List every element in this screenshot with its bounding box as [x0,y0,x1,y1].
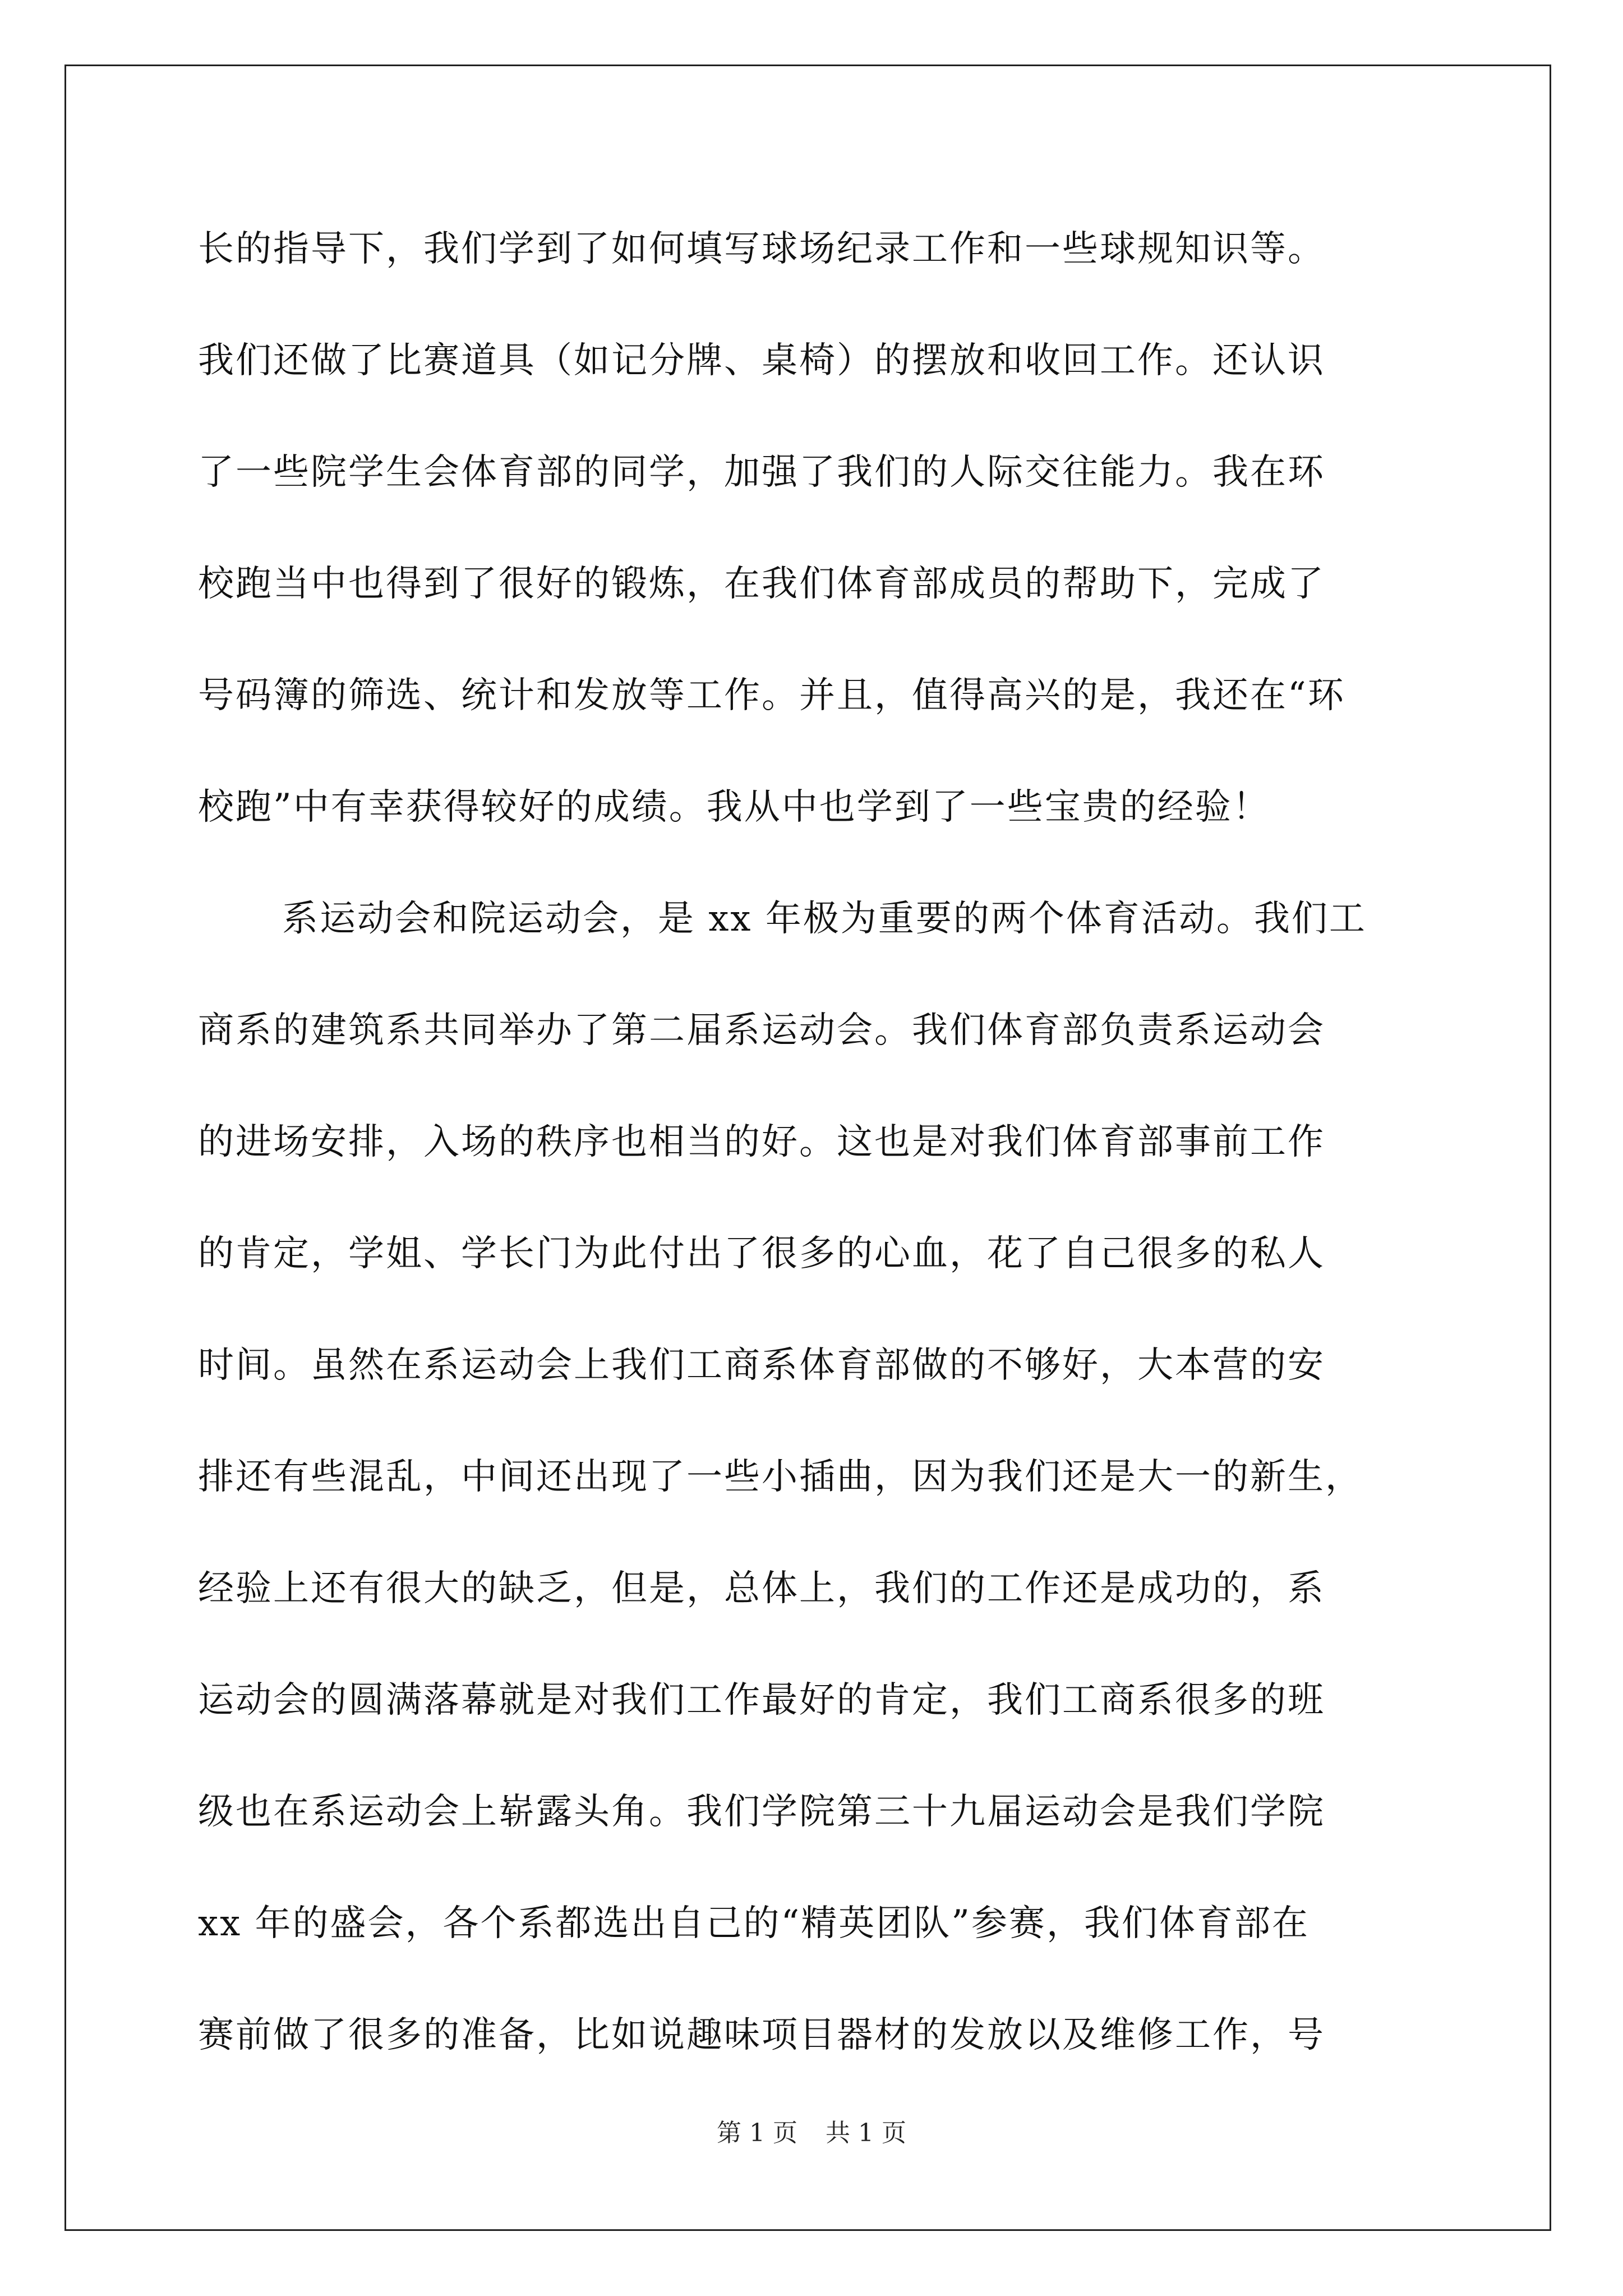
text-line: 时间。虽然在系运动会上我们工商系体育部做的不够好，大本营的安 [198,1345,1325,1386]
text-line: 商系的建筑系共同举办了第二届系运动会。我们体育部负责系运动会 [198,1010,1325,1051]
page-footer [0,2116,1623,2150]
text-line: 级也在系运动会上崭露头角。我们学院第三十九届运动会是我们学院 [198,1791,1325,1833]
text-line: xx 年的盛会，各个系都选出自己的“精英团队”参赛，我们体育部在 [198,1903,1310,1944]
text-line: 长的指导下，我们学到了如何填写球场纪录工作和一些球规知识等。 [198,228,1325,270]
text-line: 经验上还有很大的缺乏，但是，总体上，我们的工作还是成功的，系 [198,1568,1325,1609]
text-line: 运动会的圆满落幕就是对我们工作最好的肯定，我们工商系很多的班 [198,1680,1325,1721]
paragraph-start-line: 系运动会和院运动会，是 xx 年极为重要的两个体育活动。我们工 [282,898,1367,940]
text-line: 了一些院学生会体育部的同学，加强了我们的人际交往能力。我在环 [198,452,1325,493]
page-number: 第 1 页 [717,2119,797,2147]
text-line: 号码簿的筛选、统计和发放等工作。并且，值得高兴的是，我还在“环 [198,675,1345,716]
text-line: 的肯定，学姐、学长门为此付出了很多的心血，花了自己很多的私人 [198,1233,1325,1274]
text-line: 赛前做了很多的准备，比如说趣味项目器材的发放以及维修工作，号 [198,2014,1325,2056]
text-line: 校跑当中也得到了很好的锻炼，在我们体育部成员的帮助下，完成了 [198,563,1325,605]
page-total: 共 1 页 [826,2119,906,2147]
text-line: 我们还做了比赛道具（如记分牌、桌椅）的摆放和收回工作。还认识 [198,340,1325,381]
document-body [198,194,1460,2091]
text-line: 的进场安排，入场的秩序也相当的好。这也是对我们体育部事前工作 [198,1121,1325,1163]
text-line: 校跑”中有幸获得较好的成绩。我从中也学到了一些宝贵的经验！ [198,786,1270,828]
text-line: 排还有些混乱，中间还出现了一些小插曲，因为我们还是大一的新生， [198,1456,1363,1498]
